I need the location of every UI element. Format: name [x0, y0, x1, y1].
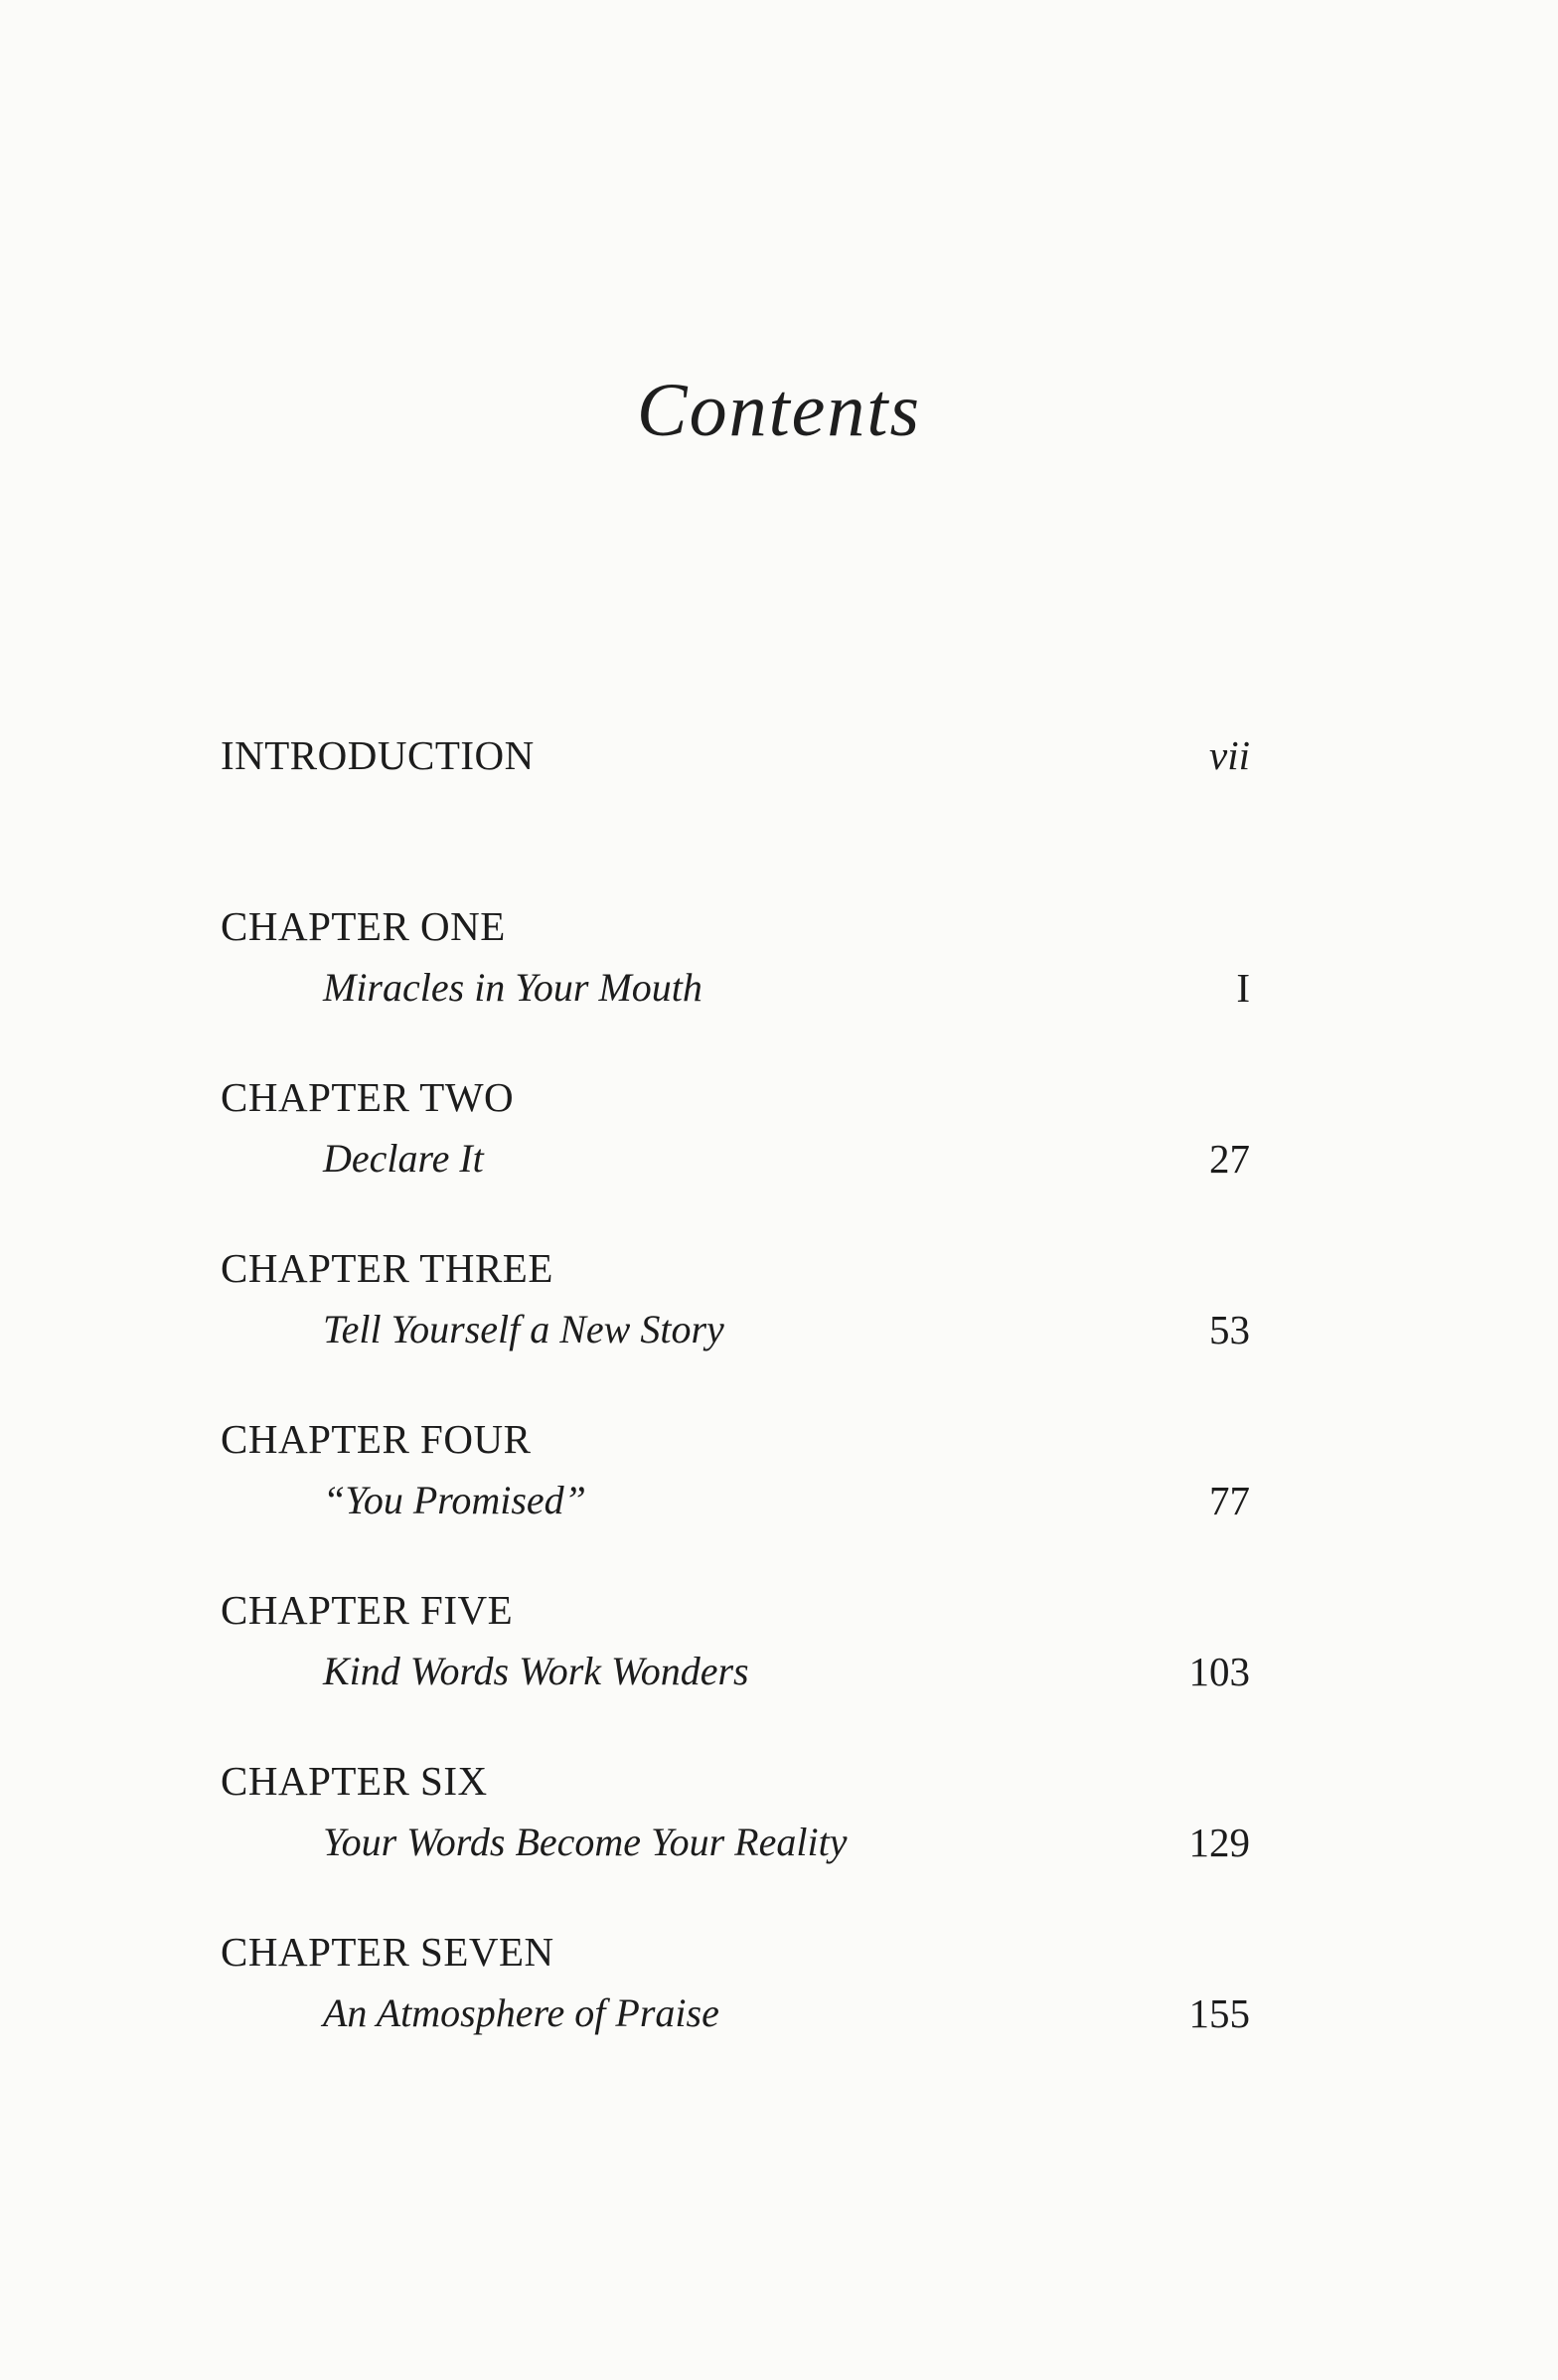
chapter-subtitle: Kind Words Work Wonders	[323, 1649, 749, 1693]
toc-page-number: 155	[1188, 1990, 1250, 2036]
chapter-subtitle: Tell Yourself a New Story	[323, 1307, 724, 1351]
toc-page-number: 27	[1209, 1136, 1250, 1182]
toc-entry-chapter	[221, 896, 1250, 1067]
chapter-heading: CHAPTER FIVE	[221, 1587, 514, 1633]
toc-entry-chapter	[221, 1580, 1250, 1751]
toc-entry-chapter	[221, 1409, 1250, 1580]
table-of-contents	[221, 725, 1250, 2093]
chapter-heading: CHAPTER SEVEN	[221, 1929, 554, 1975]
chapter-heading: CHAPTER TWO	[221, 1074, 515, 1120]
toc-entry-chapter	[221, 1067, 1250, 1238]
chapter-heading: CHAPTER ONE	[221, 903, 506, 949]
toc-entry-chapter	[221, 1238, 1250, 1409]
chapter-subtitle: “You Promised”	[323, 1478, 586, 1522]
toc-page-number: 103	[1188, 1649, 1250, 1694]
chapter-subtitle: Miracles in Your Mouth	[323, 965, 702, 1010]
chapter-subtitle: Declare It	[323, 1136, 484, 1181]
chapter-subtitle: An Atmosphere of Praise	[323, 1990, 719, 2035]
toc-page-number: 77	[1209, 1478, 1250, 1523]
toc-entry-chapter	[221, 1922, 1250, 2093]
chapter-heading: CHAPTER SIX	[221, 1758, 488, 1804]
chapter-subtitle: Your Words Become Your Reality	[323, 1820, 848, 1864]
page-title: Contents	[636, 369, 922, 452]
toc-page-number: 129	[1188, 1820, 1250, 1865]
toc-page-number: I	[1236, 965, 1250, 1011]
toc-page-number: 53	[1209, 1307, 1250, 1352]
toc-entry-introduction	[221, 725, 1250, 785]
chapter-heading: CHAPTER FOUR	[221, 1416, 532, 1462]
toc-entry-chapter	[221, 1751, 1250, 1922]
toc-page-number: vii	[1209, 732, 1250, 778]
chapter-heading: CHAPTER THREE	[221, 1245, 553, 1291]
toc-heading: INTRODUCTION	[221, 732, 535, 778]
